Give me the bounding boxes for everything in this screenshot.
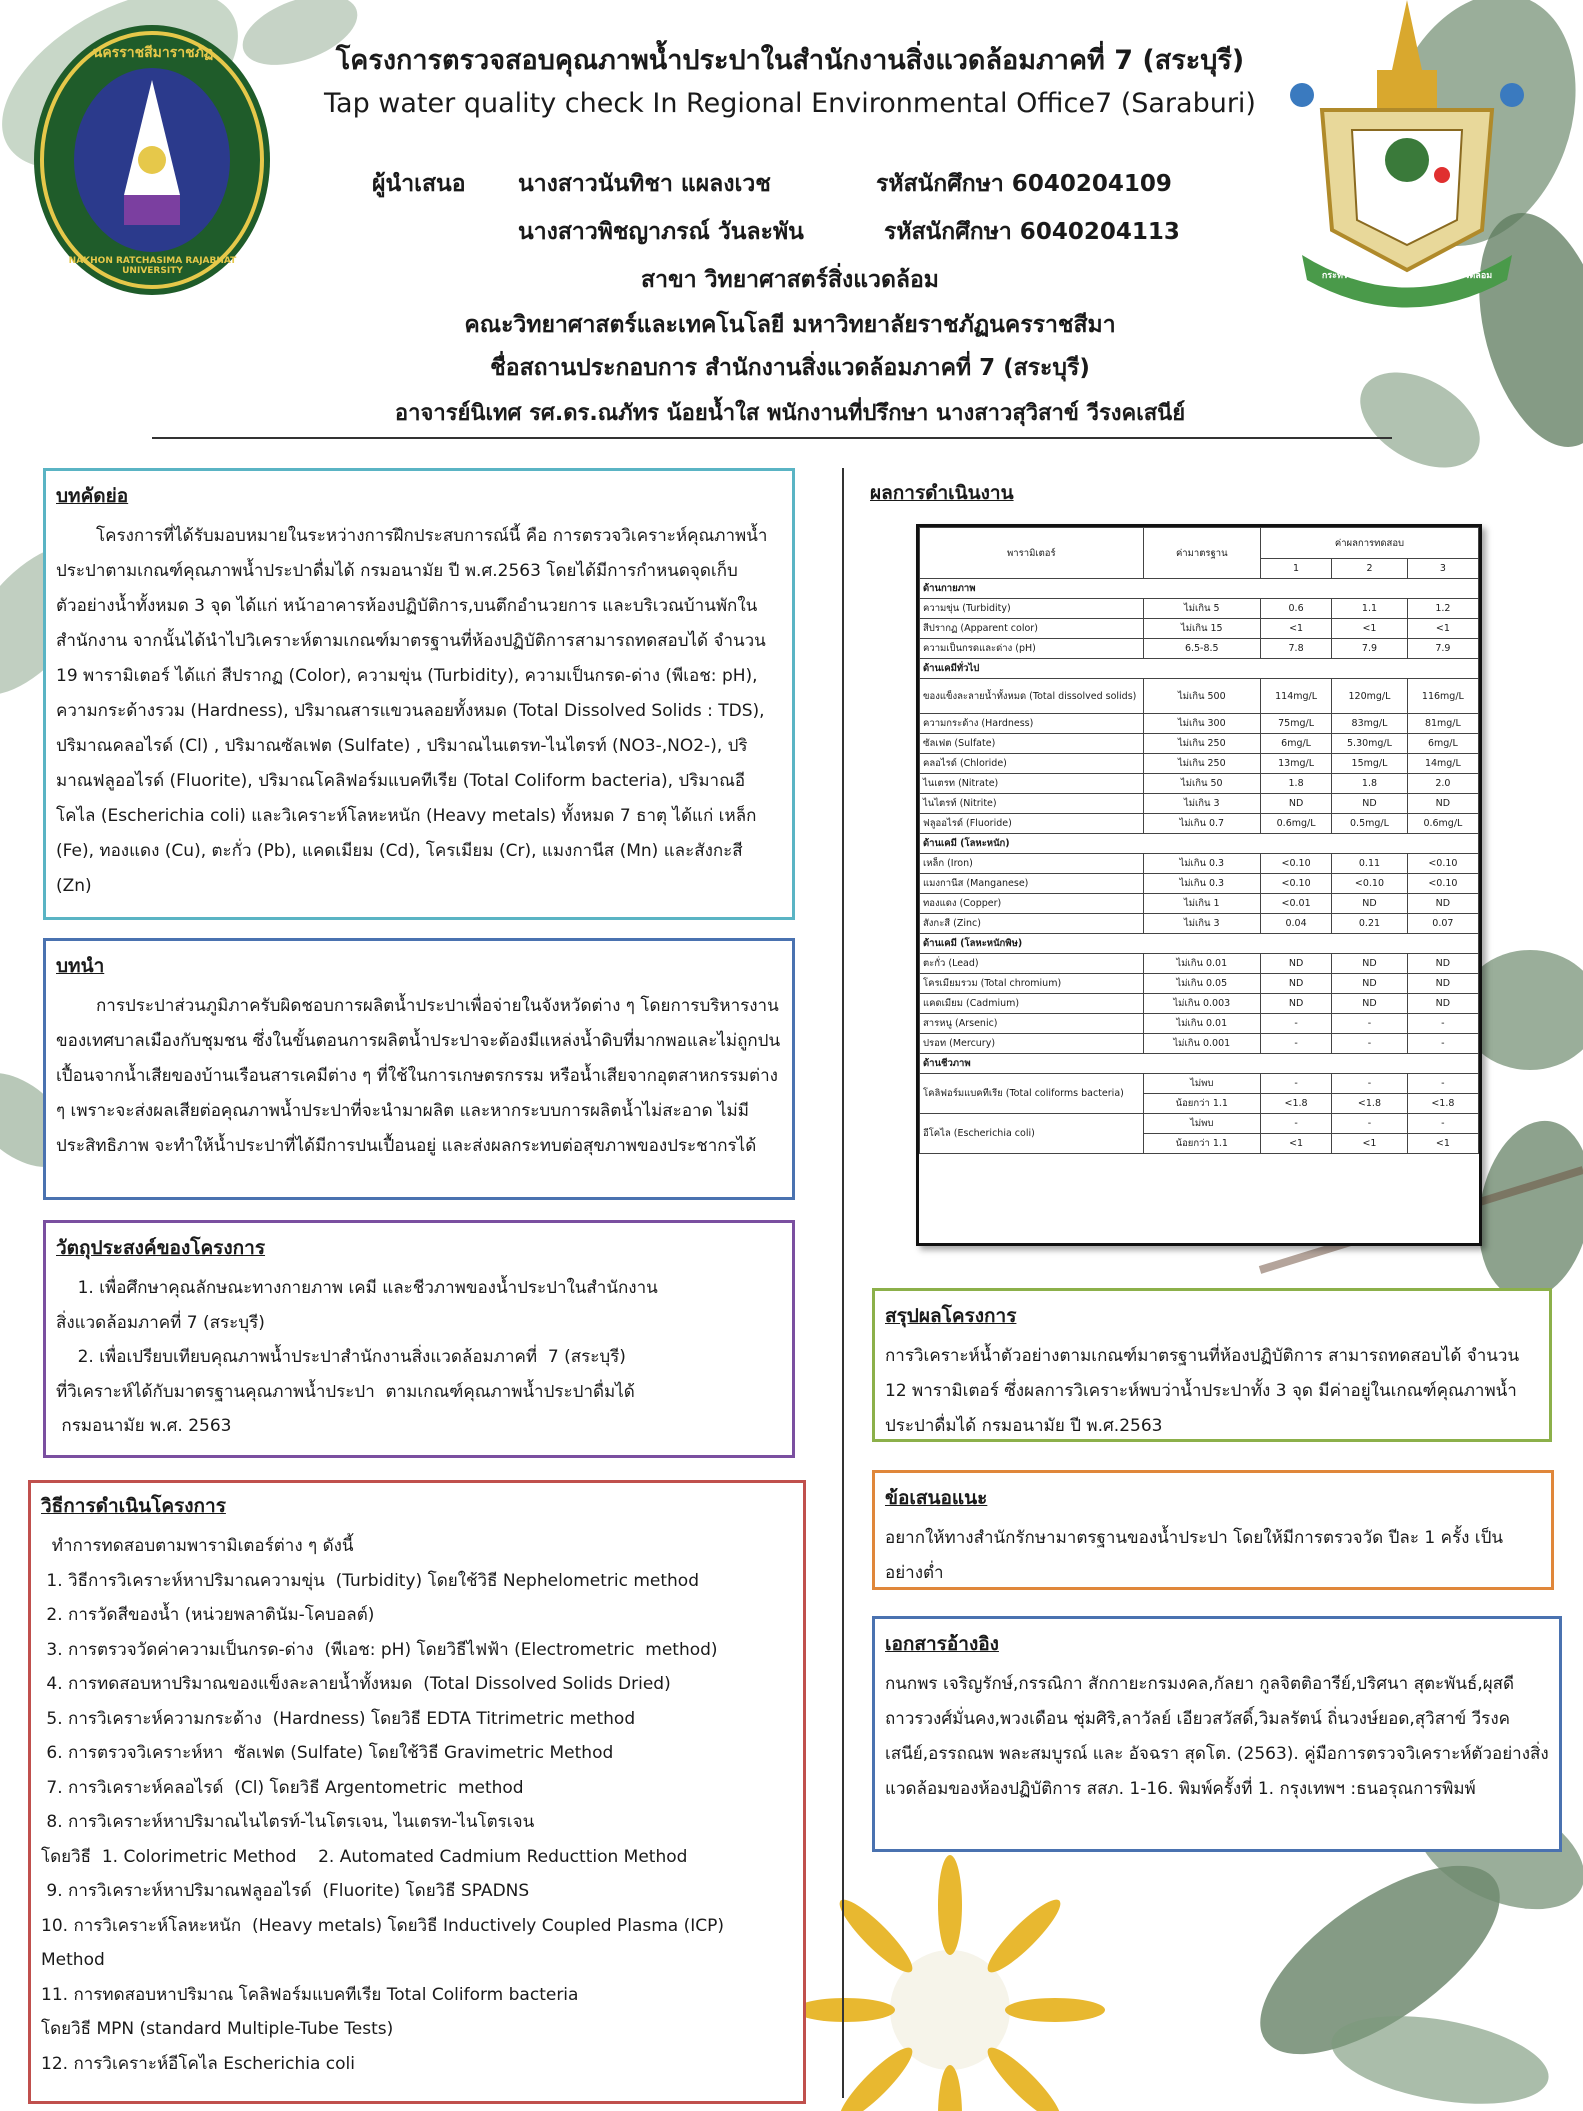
- standard-cell: ไม่เกิน 500: [1143, 679, 1260, 714]
- logo-text-bottom: NAKHON RATCHASIMA RAJABHAT UNIVERSITY: [68, 256, 237, 276]
- table-section-row: [920, 659, 1479, 679]
- section-label: ด้านเคมี (โลหะหนัก): [920, 834, 1479, 854]
- value-cell: 0.6mg/L: [1407, 814, 1478, 834]
- param-cell: ความขุ่น (Turbidity): [920, 599, 1144, 619]
- value-cell: -: [1332, 1114, 1408, 1134]
- value-cell: -: [1407, 1034, 1478, 1054]
- standard-cell: ไม่เกิน 0.05: [1143, 974, 1260, 994]
- methods-box: [28, 1480, 806, 2104]
- standard-cell: ไม่เกิน 3: [1143, 914, 1260, 934]
- references-text: กนกพร เจริญรักษ์,กรรณิกา สักกายะกรมงคล,กัลยา กูลจิตติอารีย์,ปริศนา สุตะพันธ์,ผุสดี ถาวรวงศ์มั่นคง,พวงเดือน ชุ่มศิริ,ลาวัลย์ เอียวสวัสดิ์,วิมลรัตน์ ถิ่นวงษ์ยอด,สุวิสาข์ วีรงคเสนีย์,อรรถณพ พละสมบูรณ์ และ อัจฉรา สุดโต. (2563). คู่มือการตรวจวิเคราะห์ตัวอย่างสิ่งแวดล้อมของห้องปฏิบัติการ สสภ. 1-16. พิมพ์ครั้งที่ 1. กรุงเทพฯ :ธนอรุณการพิมพ์: [885, 1674, 1549, 1799]
- value-cell: <0.10: [1407, 874, 1478, 894]
- table-row: [920, 854, 1479, 874]
- value-cell: 1.8: [1260, 774, 1331, 794]
- table-row: [920, 734, 1479, 754]
- value-cell: 114mg/L: [1260, 679, 1331, 714]
- param-cell: ทองแดง (Copper): [920, 894, 1144, 914]
- objective-line: 1. เพื่อศึกษาคุณลักษณะทางกายภาพ เคมี และชีวภาพของน้ำประปาในสำนักงาน: [56, 1278, 658, 1298]
- value-cell: ND: [1407, 994, 1478, 1014]
- value-cell: ND: [1260, 794, 1331, 814]
- value-cell: 0.04: [1260, 914, 1331, 934]
- ministry-logo: [1282, 0, 1532, 315]
- methods-title: วิธีการดำเนินโครงการ: [41, 1495, 226, 1517]
- param-cell: ตะกั่ว (Lead): [920, 954, 1144, 974]
- method-line: 12. การวิเคราะห์อีโคไล Escherichia coli: [41, 2053, 355, 2074]
- value-cell: <1: [1332, 1134, 1408, 1154]
- value-cell: 14mg/L: [1407, 754, 1478, 774]
- value-cell: 81mg/L: [1407, 714, 1478, 734]
- param-cell: แคดเมียม (Cadmium): [920, 994, 1144, 1014]
- value-cell: ND: [1332, 794, 1408, 814]
- value-cell: 120mg/L: [1332, 679, 1408, 714]
- objective-line: 2. เพื่อเปรียบเทียบคุณภาพน้ำประปาสำนักงานสิ่งแวดล้อมภาคที่ 7 (สระบุรี): [56, 1347, 626, 1367]
- value-cell: ND: [1332, 894, 1408, 914]
- standard-cell: ไม่เกิน 0.01: [1143, 954, 1260, 974]
- table-row: [920, 914, 1479, 934]
- summary-text: การวิเคราะห์น้ำตัวอย่างตามเกณฑ์มาตรฐานที่ห้องปฏิบัติการ สามารถทดสอบได้ จำนวน 12 พารามิเตอร์ ซึ่งผลการวิเคราะห์พบว่าน้ำประปาทั้ง 3 จุด มีค่าอยู่ในเกณฑ์คุณภาพน้ำประปาดื่มได้ กรมอนามัย ปี พ.ศ.2563: [885, 1346, 1520, 1436]
- head-point-1: 1: [1260, 559, 1331, 579]
- value-cell: 75mg/L: [1260, 714, 1331, 734]
- standard-cell: ไม่พบ: [1143, 1114, 1260, 1134]
- table-row: [920, 794, 1479, 814]
- method-line: 2. การวัดสีของน้ำ (หน่วยพลาตินัม-โคบอลต์): [41, 1605, 375, 1625]
- value-cell: 0.5mg/L: [1332, 814, 1408, 834]
- table-row: [920, 974, 1479, 994]
- table-row: [920, 1114, 1479, 1134]
- value-cell: 116mg/L: [1407, 679, 1478, 714]
- value-cell: ND: [1332, 954, 1408, 974]
- value-cell: 2.0: [1407, 774, 1478, 794]
- header-divider: [152, 437, 1392, 439]
- value-cell: ND: [1407, 974, 1478, 994]
- param-cell: โคลิฟอร์มแบคทีเรีย (Total coliforms bacteria): [920, 1074, 1144, 1114]
- value-cell: <1.8: [1260, 1094, 1331, 1114]
- standard-cell: ไม่เกิน 15: [1143, 619, 1260, 639]
- param-cell: อีโคไล (Escherichia coli): [920, 1114, 1144, 1154]
- method-line: 6. การตรวจวิเคราะห์หา ซัลเฟต (Sulfate) โดยใช้วิธี Gravimetric Method: [41, 1743, 614, 1763]
- section-label: ด้านกายภาพ: [920, 579, 1479, 599]
- value-cell: ND: [1407, 794, 1478, 814]
- value-cell: ND: [1332, 974, 1408, 994]
- value-cell: 1.2: [1407, 599, 1478, 619]
- standard-cell: ไม่เกิน 0.003: [1143, 994, 1260, 1014]
- method-line: 10. การวิเคราะห์โลหะหนัก (Heavy metals) โดยวิธี Inductively Coupled Plasma (ICP): [41, 1915, 724, 1936]
- value-cell: -: [1260, 1114, 1331, 1134]
- table-row: [920, 1014, 1479, 1034]
- value-cell: -: [1260, 1074, 1331, 1094]
- table-row: [920, 679, 1479, 714]
- table-row: [920, 599, 1479, 619]
- objectives-title: วัตถุประสงค์ของโครงการ: [56, 1237, 266, 1259]
- presenter-1-id: รหัสนักศึกษา 6040204109: [876, 171, 1172, 197]
- value-cell: 0.21: [1332, 914, 1408, 934]
- table-section-row: [920, 934, 1479, 954]
- standard-cell: ไม่เกิน 0.7: [1143, 814, 1260, 834]
- value-cell: 13mg/L: [1260, 754, 1331, 774]
- suggestion-text: อยากให้ทางสำนักรักษามาตรฐานของน้ำประปา โดยให้มีการตรวจวัด ปีละ 1 ครั้ง เป็นอย่างต่ำ: [885, 1528, 1504, 1583]
- method-line: Method: [41, 1950, 105, 1970]
- standard-cell: ไม่พบ: [1143, 1074, 1260, 1094]
- major: สาขา วิทยาศาสตร์สิ่งแวดล้อม: [641, 267, 939, 293]
- suggestion-box: [872, 1470, 1554, 1590]
- table-row: [920, 894, 1479, 914]
- value-cell: -: [1332, 1014, 1408, 1034]
- param-cell: ความกระด้าง (Hardness): [920, 714, 1144, 734]
- results-title: ผลการดำเนินงาน: [870, 482, 1014, 504]
- objective-line: ที่วิเคราะห์ได้กับมาตรฐานคุณภาพน้ำประปา ตามเกณฑ์คุณภาพน้ำประปาดื่มได้: [56, 1381, 635, 1402]
- method-line: ทำการทดสอบตามพารามิเตอร์ต่าง ๆ ดังนี้: [41, 1536, 354, 1556]
- value-cell: 0.11: [1332, 854, 1408, 874]
- advisors: อาจารย์นิเทศ รศ.ดร.ณภัทร น้อยน้ำใส พนักงานที่ปรึกษา นางสาวสุวิสาข์ วีรงคเสนีย์: [394, 401, 1186, 426]
- standard-cell: ไม่เกิน 250: [1143, 754, 1260, 774]
- param-cell: แมงกานีส (Manganese): [920, 874, 1144, 894]
- value-cell: 0.6: [1260, 599, 1331, 619]
- standard-cell: ไม่เกิน 0.3: [1143, 874, 1260, 894]
- table-row: [920, 994, 1479, 1014]
- value-cell: ND: [1260, 994, 1331, 1014]
- param-cell: สังกะสี (Zinc): [920, 914, 1144, 934]
- param-cell: โครเมียมรวม (Total chromium): [920, 974, 1144, 994]
- references-title: เอกสารอ้างอิง: [885, 1633, 999, 1655]
- standard-cell: น้อยกว่า 1.1: [1143, 1094, 1260, 1114]
- summary-title: สรุปผลโครงการ: [885, 1305, 1017, 1327]
- value-cell: <1.8: [1407, 1094, 1478, 1114]
- head-point-2: 2: [1332, 559, 1408, 579]
- standard-cell: ไม่เกิน 1: [1143, 894, 1260, 914]
- param-cell: ไนไตรท์ (Nitrite): [920, 794, 1144, 814]
- title-english: Tap water quality check In Regional Environmental Office7 (Saraburi): [324, 88, 1256, 119]
- results-table-wrap: [916, 524, 1482, 1246]
- intro-box: [43, 938, 795, 1200]
- standard-cell: 6.5-8.5: [1143, 639, 1260, 659]
- head-point-3: 3: [1407, 559, 1478, 579]
- value-cell: 5.30mg/L: [1332, 734, 1408, 754]
- value-cell: -: [1407, 1014, 1478, 1034]
- head-param: พารามิเตอร์: [920, 528, 1144, 579]
- method-line: 5. การวิเคราะห์ความกระด้าง (Hardness) โดยวิธี EDTA Titrimetric method: [41, 1708, 636, 1729]
- value-cell: 7.9: [1332, 639, 1408, 659]
- standard-cell: ไม่เกิน 3: [1143, 794, 1260, 814]
- value-cell: 7.9: [1407, 639, 1478, 659]
- results-table: [919, 527, 1479, 1154]
- value-cell: 15mg/L: [1332, 754, 1408, 774]
- results-body: [920, 579, 1479, 1154]
- value-cell: 0.07: [1407, 914, 1478, 934]
- head-standard: ค่ามาตรฐาน: [1143, 528, 1260, 579]
- table-row: [920, 814, 1479, 834]
- value-cell: 6mg/L: [1260, 734, 1331, 754]
- presenter-2-name: นางสาวพิชญาภรณ์ วันละพัน: [518, 219, 804, 245]
- logo-text-top: นครราชสีมาราชภัฏ: [92, 45, 214, 61]
- standard-cell: น้อยกว่า 1.1: [1143, 1134, 1260, 1154]
- method-line: 8. การวิเคราะห์หาปริมาณไนไตรท์-ไนโตรเจน, ไนเตรท-ไนโตรเจน: [41, 1812, 535, 1832]
- method-line: โดยวิธี 1. Colorimetric Method 2. Automated Cadmium Reducttion Method: [41, 1846, 688, 1867]
- value-cell: <1: [1260, 619, 1331, 639]
- title-thai: โครงการตรวจสอบคุณภาพน้ำประปาในสำนักงานสิ่งแวดล้อมภาคที่ 7 (สระบุรี): [335, 45, 1245, 76]
- method-line: โดยวิธี MPN (standard Multiple-Tube Tests): [41, 2019, 394, 2039]
- value-cell: <0.10: [1332, 874, 1408, 894]
- column-divider: [842, 468, 844, 2098]
- method-line: 11. การทดสอบหาปริมาณ โคลิฟอร์มแบคทีเรีย Total Coliform bacteria: [41, 1984, 579, 2005]
- section-label: ด้านเคมีทั่วไป: [920, 659, 1479, 679]
- workplace: ชื่อสถานประกอบการ สำนักงานสิ่งแวดล้อมภาคที่ 7 (สระบุรี): [490, 355, 1090, 381]
- standard-cell: ไม่เกิน 0.01: [1143, 1014, 1260, 1034]
- standard-cell: ไม่เกิน 0.001: [1143, 1034, 1260, 1054]
- standard-cell: ไม่เกิน 50: [1143, 774, 1260, 794]
- abstract-box: [43, 468, 795, 920]
- logo-ribbon-text: กระทรวงทรัพยากรธรรมชาติและสิ่งแวดล้อม: [1321, 271, 1493, 281]
- objective-line: กรมอนามัย พ.ศ. 2563: [56, 1416, 232, 1436]
- value-cell: ND: [1260, 954, 1331, 974]
- value-cell: 0.6mg/L: [1260, 814, 1331, 834]
- value-cell: 1.1: [1332, 599, 1408, 619]
- value-cell: <1: [1332, 619, 1408, 639]
- param-cell: เหล็ก (Iron): [920, 854, 1144, 874]
- references-box: [872, 1616, 1562, 1852]
- value-cell: -: [1407, 1114, 1478, 1134]
- value-cell: -: [1260, 1034, 1331, 1054]
- abstract-text: โครงการที่ได้รับมอบหมายในระหว่างการฝึกประสบการณ์นี้ คือ การตรวจวิเคราะห์คุณภาพน้ำประปาตามเกณฑ์คุณภาพน้ำประปาดื่มได้ กรมอนามัย ปี พ.ศ.2563 โดยได้มีการกำหนดจุดเก็บตัวอย่างน้ำทั้งหมด 3 จุด ได้แก่ หน้าอาคารห้องปฏิบัติการ,บนตึกอำนวยการ และบริเวณบ้านพักในสำนักงาน จากนั้นได้นำไปวิเคราะห์ตามเกณฑ์มาตรฐานที่ห้องปฏิบัติการสามารถทดสอบได้ จำนวน 19 พารามิเตอร์ ได้แก่ สีปรากฏ (Color), ความขุ่น (Turbidity), ความเป็นกรด-ด่าง (พีเอช: pH), ความกระด้างรวม (Hardness), ปริมาณสารแขวนลอยทั้งหมด (Total Dissolved Solids : TDS), ปริมาณคลอไรด์ (Cl) , ปริมาณซัลเฟต (Sulfate) , ปริมาณไนเตรท-ไนไตรท์ (NO3-,NO2-), ปริมาณฟลูออไรด์ (Fluorite), ปริมาณโคลิฟอร์มแบคทีเรีย (Total Coliform bacteria), ปริมาณอีโคไล (Escherichia coli) และวิเคราะห์โลหะหนัก (Heavy metals) ทั้งหมด 7 ธาตุ ได้แก่ เหล็ก (Fe), ทองแดง (Cu), ตะกั่ว (Pb), แคดเมียม (Cd), โครเมียม (Cr), แมงกานีส (Mn) และสังกะสี (Zn): [56, 526, 768, 896]
- value-cell: ND: [1260, 974, 1331, 994]
- param-cell: ของแข็งละลายน้ำทั้งหมด (Total dissolved solids): [920, 679, 1144, 714]
- faculty: คณะวิทยาศาสตร์และเทคโนโลยี มหาวิทยาลัยราชภัฏนครราชสีมา: [464, 312, 1116, 338]
- value-cell: <0.10: [1407, 854, 1478, 874]
- standard-cell: ไม่เกิน 0.3: [1143, 854, 1260, 874]
- suggestion-title: ข้อเสนอแนะ: [885, 1487, 988, 1509]
- university-logo: [30, 20, 275, 300]
- value-cell: ND: [1407, 954, 1478, 974]
- param-cell: ฟลูออไรด์ (Fluoride): [920, 814, 1144, 834]
- method-line: 1. วิธีการวิเคราะห์หาปริมาณความขุ่น (Turbidity) โดยใช้วิธี Nephelometric method: [41, 1570, 699, 1591]
- presenter-label: ผู้นำเสนอ: [372, 171, 466, 197]
- param-cell: คลอไรด์ (Chloride): [920, 754, 1144, 774]
- param-cell: ความเป็นกรดและด่าง (pH): [920, 639, 1144, 659]
- table-row: [920, 954, 1479, 974]
- value-cell: 83mg/L: [1332, 714, 1408, 734]
- param-cell: ไนเตรท (Nitrate): [920, 774, 1144, 794]
- summary-box: [872, 1288, 1552, 1442]
- value-cell: -: [1260, 1014, 1331, 1034]
- value-cell: <1: [1407, 1134, 1478, 1154]
- standard-cell: ไม่เกิน 5: [1143, 599, 1260, 619]
- presenter-1-name: นางสาวนันทิชา แผลงเวช: [518, 171, 771, 197]
- table-row: [920, 754, 1479, 774]
- value-cell: <1: [1407, 619, 1478, 639]
- table-row: [920, 1034, 1479, 1054]
- table-row: [920, 639, 1479, 659]
- standard-cell: ไม่เกิน 250: [1143, 734, 1260, 754]
- value-cell: <1: [1260, 1134, 1331, 1154]
- table-row: [920, 714, 1479, 734]
- objective-line: สิ่งแวดล้อมภาคที่ 7 (สระบุรี): [56, 1312, 265, 1333]
- table-row: [920, 1074, 1479, 1094]
- value-cell: ND: [1332, 994, 1408, 1014]
- param-cell: สารหนู (Arsenic): [920, 1014, 1144, 1034]
- section-label: ด้านเคมี (โลหะหนักพิษ): [920, 934, 1479, 954]
- intro-text: การประปาส่วนภูมิภาครับผิดชอบการผลิตน้ำประปาเพื่อจ่ายในจังหวัดต่าง ๆ โดยการบริหารงานของเทศบาลเมืองกับชุมชน ซึ่งในขั้นตอนการผลิตน้ำประปาจะต้องมีแหล่งน้ำดิบที่มากพอและไม่ถูกปนเปื้อนจากน้ำเสียของบ้านเรือนสารเคมีต่าง ๆ ที่ใช้ในการเกษตรกรรม หรือน้ำเสียจากอุตสาหกรรมต่าง ๆ เพราะจะส่งผลเสียต่อคุณภาพน้ำประปาที่จะนำมาผลิต และหากระบบการผลิตน้ำไม่สะอาด ไม่มีประสิทธิภาพ จะทำให้น้ำประปาที่ได้มีการปนเปื้อนอยู่ และส่งผลกระทบต่อสุขภาพของประชากรได้: [56, 996, 781, 1156]
- table-row: [920, 874, 1479, 894]
- param-cell: ปรอท (Mercury): [920, 1034, 1144, 1054]
- value-cell: -: [1332, 1034, 1408, 1054]
- abstract-title: บทคัดย่อ: [56, 485, 129, 507]
- value-cell: <0.10: [1260, 854, 1331, 874]
- value-cell: <0.01: [1260, 894, 1331, 914]
- param-cell: สีปรากฏ (Apparent color): [920, 619, 1144, 639]
- standard-cell: ไม่เกิน 300: [1143, 714, 1260, 734]
- value-cell: <1.8: [1332, 1094, 1408, 1114]
- value-cell: 6mg/L: [1407, 734, 1478, 754]
- table-section-row: [920, 579, 1479, 599]
- value-cell: ND: [1407, 894, 1478, 914]
- section-label: ด้านชีวภาพ: [920, 1054, 1479, 1074]
- table-section-row: [920, 1054, 1479, 1074]
- presenter-2-id: รหัสนักศึกษา 6040204113: [884, 219, 1180, 245]
- table-row: [920, 619, 1479, 639]
- value-cell: -: [1332, 1074, 1408, 1094]
- head-test: ค่าผลการทดสอบ: [1260, 528, 1478, 559]
- value-cell: <0.10: [1260, 874, 1331, 894]
- param-cell: ซัลเฟต (Sulfate): [920, 734, 1144, 754]
- method-line: 7. การวิเคราะห์คลอไรด์ (Cl) โดยวิธี Argentometric method: [41, 1777, 524, 1798]
- value-cell: 7.8: [1260, 639, 1331, 659]
- method-line: 4. การทดสอบหาปริมาณของแข็งละลายน้ำทั้งหมด (Total Dissolved Solids Dried): [41, 1674, 671, 1694]
- method-line: 9. การวิเคราะห์หาปริมาณฟลูออไรด์ (Fluorite) โดยวิธี SPADNS: [41, 1881, 530, 1901]
- objectives-box: [43, 1220, 795, 1458]
- method-line: 3. การตรวจวัดค่าความเป็นกรด-ด่าง (พีเอช: pH) โดยวิธีไฟฟ้า (Electrometric method): [41, 1639, 718, 1660]
- intro-title: บทนำ: [56, 955, 105, 977]
- table-row: [920, 774, 1479, 794]
- value-cell: -: [1407, 1074, 1478, 1094]
- table-section-row: [920, 834, 1479, 854]
- value-cell: 1.8: [1332, 774, 1408, 794]
